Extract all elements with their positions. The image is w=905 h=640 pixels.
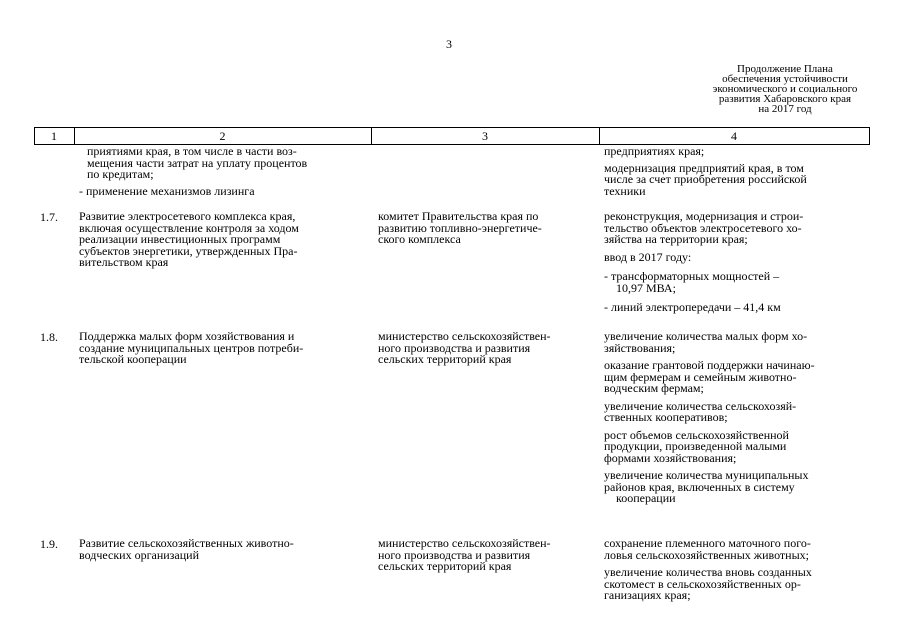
header-line: экономического и социального [712, 83, 858, 95]
measure-text: Поддержка малых форм хозяйствования и создание муниципальных центров потреби- тельской кооперации [79, 329, 304, 366]
header-line: Продолжение Плана [737, 63, 833, 75]
results-text: реконструкция, модернизация и строи- тельство объектов электросетевого хо- зяйства на территории края; ввод в 2017 году: - трансформаторных мощностей – 10,97 МВА; - линий электропередачи – 41,4 км [604, 209, 804, 314]
executor-text: министерство сельскохозяйствен- ного производства и развития сельских территорий края [378, 329, 551, 366]
measure-text: Развитие сельскохозяйственных животно- водческих организаций [79, 536, 294, 562]
row-number: 1.7. [40, 210, 58, 224]
column-header: 2 [219, 129, 226, 143]
column-header: 4 [731, 129, 737, 143]
row-number: 1.8. [40, 330, 58, 344]
header-line: обеспечения устойчивости [722, 73, 848, 85]
row-number: 1.9. [40, 537, 58, 551]
table-header-row [34, 127, 870, 145]
carryover-results: предприятиях края; модернизация предприятий края, в том числе за счет приобретения российской техники [604, 144, 807, 198]
header-line: развития Хабаровского края [718, 93, 852, 105]
carryover-measure: приятиями края, в том числе в части воз- мещения части затрат на уплату процентов по кредитам; - применение механизмов лизинга [79, 144, 308, 198]
executor-text: министерство сельскохозяйствен- ного производства и развития сельских территорий края [378, 536, 551, 573]
results-text: сохранение племенного маточного пого- ловья сельскохозяйственных животных; увеличение количества вновь созданных скотомест в сельскохозяйственных ор- ганизациях края; [604, 536, 812, 602]
page-number: 3 [446, 37, 452, 51]
measure-text: Развитие электросетевого комплекса края, включая осуществление контроля за ходом реализации инвестиционных программ субъектов энергетики, утвержденных Пра- вительством края [79, 209, 299, 269]
header-line: на 2017 год [758, 103, 812, 115]
column-header: 1 [51, 129, 57, 143]
executor-text: комитет Правительства края по развитию топливно-энергетиче- ского комплекса [378, 209, 542, 246]
continuation-header [696, 64, 874, 114]
results-text: увеличение количества малых форм хо- зяйствования; оказание грантовой поддержки начинаю- щим фермерам и семейным животно- водческим фермам; увеличение количества сельскохозяй- ственных кооперативов; рост объемов сельскохозяйственной продукции, произведенной малыми формами хозяйствования; увеличение количества муниципальных районов края, включенных в систему кооперации [604, 329, 815, 505]
column-header: 3 [482, 129, 488, 143]
